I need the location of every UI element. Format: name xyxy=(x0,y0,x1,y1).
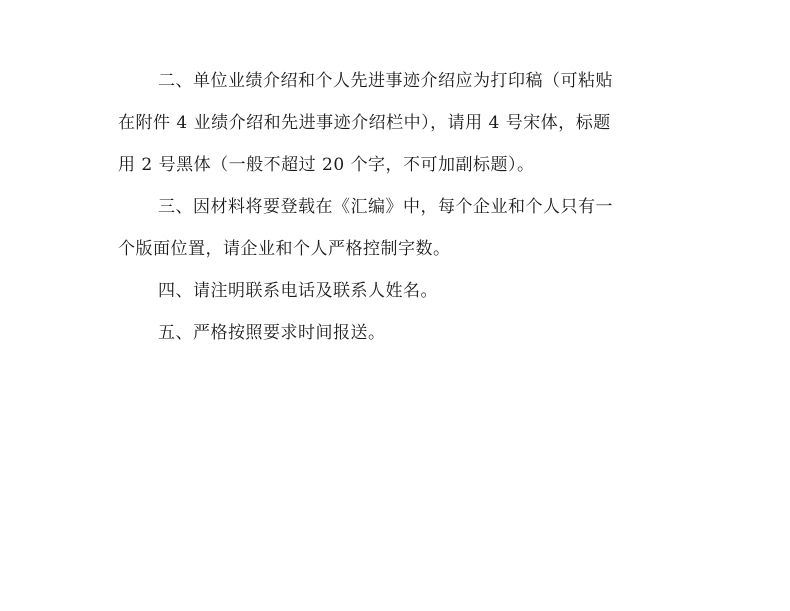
paragraph-line: 四、请注明联系电话及联系人姓名。 xyxy=(158,281,438,301)
paragraph-line: 用 2 号黑体（一般不超过 20 个字，不可加副标题）。 xyxy=(118,155,535,175)
paragraph-item-5 xyxy=(118,312,674,354)
paragraph-line: 在附件 4 业绩介绍和先进事迹介绍栏中），请用 4 号宋体，标题 xyxy=(118,113,611,133)
paragraph-line: 五、严格按照要求时间报送。 xyxy=(158,323,386,343)
paragraph-line: 二、单位业绩介绍和个人先进事迹介绍应为打印稿（可粘贴 xyxy=(158,71,613,91)
paragraph-line: 个版面位置，请企业和个人严格控制字数。 xyxy=(118,239,451,259)
paragraph-line: 三、因材料将要登载在《汇编》中，每个企业和个人只有一 xyxy=(158,197,613,217)
document-body xyxy=(118,60,674,354)
paragraph-item-2 xyxy=(118,60,674,186)
paragraph-item-3 xyxy=(118,186,674,270)
paragraph-item-4 xyxy=(118,270,674,312)
